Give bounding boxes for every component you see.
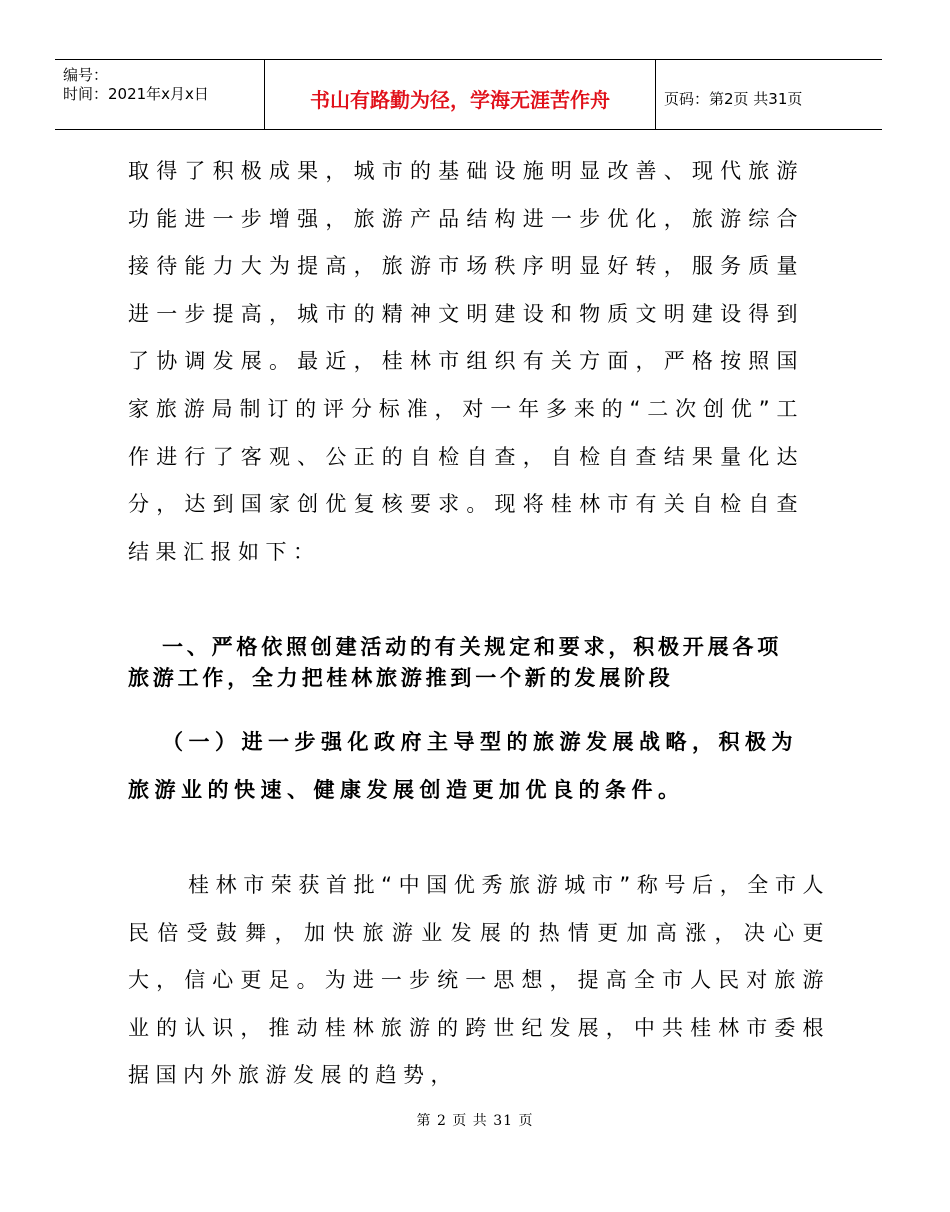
page-footer: 第 2 页 共 31 页 [416,1113,534,1129]
header-motto-cell [265,60,656,129]
header-info-cell [55,60,265,129]
body-paragraph-1: 取得了积极成果，城市的基础设施明显改善、现代旅游功能进一步增强，旅游产品结构进一步优化，旅游综合接待能力大为提高，旅游市场秩序明显好转，服务质量进一步提高，城市的精神文明建设和物质文明建设得到了协调发展。最近，桂林市组织有关方面，严格按照国家旅游局制订的评分标准，对一年多来的“二次创优”工作进行了客观、公正的自检自查，自检自查结果量化达 分，达到国家创优复核要求。现将桂林市有关自检自查结果汇报如下： [128,159,887,564]
section-heading-1: 一、严格依照创建活动的有关规定和要求，积极开展各项旅游工作，全力把桂林旅游推到一个新的发展阶段 [128,635,782,690]
body-paragraph-2: 桂林市荣获首批“中国优秀旅游城市”称号后，全市人民倍受鼓舞，加快旅游业发展的热情更加高涨，决心更大，信心更足。为进一步统一思想，提高全市人民对旅游业的认识，推动桂林旅游的跨世纪发展，中共桂林市委根据国内外旅游发展的趋势， [128,873,830,1088]
header-page-cell [656,60,882,129]
page-header [55,59,882,130]
document-number-label: 编号： [63,66,109,84]
header-motto: 书山有路勤为径，学海无涯苦作舟 [310,88,610,112]
document-time-label: 时间：2021年x月x日 [63,85,209,103]
subsection-heading-1: （一）进一步强化政府主导型的旅游发展战略，积极为旅游业的快速、健康发展创造更加优良的条件。 [128,730,798,802]
header-page-number: 页码：第2页 共31页 [664,90,803,108]
